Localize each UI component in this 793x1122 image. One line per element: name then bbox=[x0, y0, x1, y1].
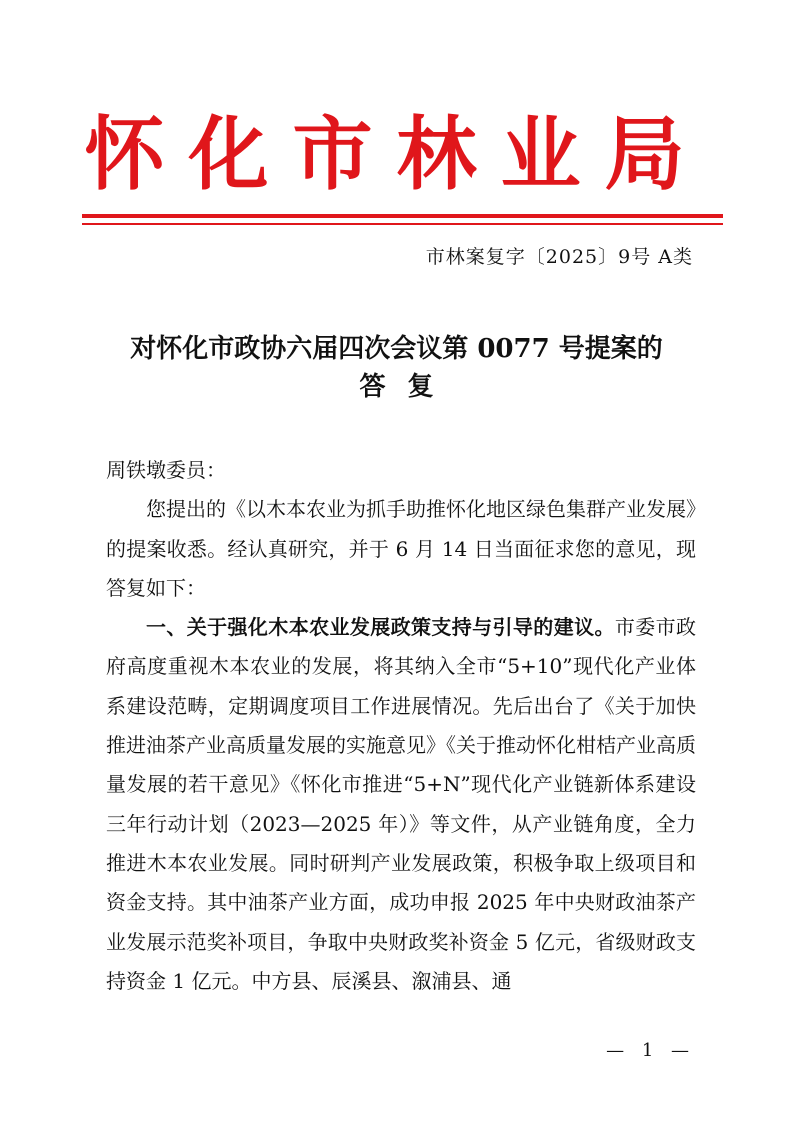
document-number: 市林案复字〔2025〕9号 A类 bbox=[425, 246, 693, 268]
salutation: 周铁墩委员： bbox=[106, 458, 226, 482]
document-title-line-1: 对怀化市政协六届四次会议第 0077 号提案的 bbox=[130, 334, 663, 364]
section-1-text: 市委市政府高度重视木本农业的发展，将其纳入全市“5+10”现代化产业体系建设范畴，定期调度项目工作进展情况。先后出台了《关于加快推进油茶产业高质量发展的实施意见》《关于推动怀化柑桔产业高质量发展的若干意见》《怀化市推进“5+N”现代化产业链新体系建设三年行动计划（2023—2025 年）》等文件，从产业链角度，全力推进木本农业发展。同时研判产业发展政策，积极争取上级项目和资金支持。其中油茶产业方面，成功申报 2025 年中央财政油茶产业发展示范奖补项目，争取中央财政奖补资金 5 亿元，省级财政支持资金 1 亿元。中方县、辰溪县、溆浦县、通 bbox=[106, 615, 697, 993]
section-1-heading: 一、关于强化木本农业发展政策支持与引导的建议。 bbox=[146, 615, 615, 640]
letterhead-divider-thin bbox=[82, 223, 723, 225]
page-number: — 1 — bbox=[606, 1040, 695, 1061]
paragraph-intro: 您提出的《以木本农业为抓手助推怀化地区绿色集群产业发展》的提案收悉。经认真研究，并于 6 月 14 日当面征求您的意见，现答复如下： bbox=[106, 497, 696, 600]
paragraph-section-1 bbox=[106, 608, 696, 1001]
document-title-line-2: 答复 bbox=[359, 372, 456, 402]
letterhead-divider-thick bbox=[82, 214, 723, 218]
agency-letterhead: 怀化市林业局 bbox=[84, 108, 709, 201]
document-body bbox=[106, 451, 696, 1001]
